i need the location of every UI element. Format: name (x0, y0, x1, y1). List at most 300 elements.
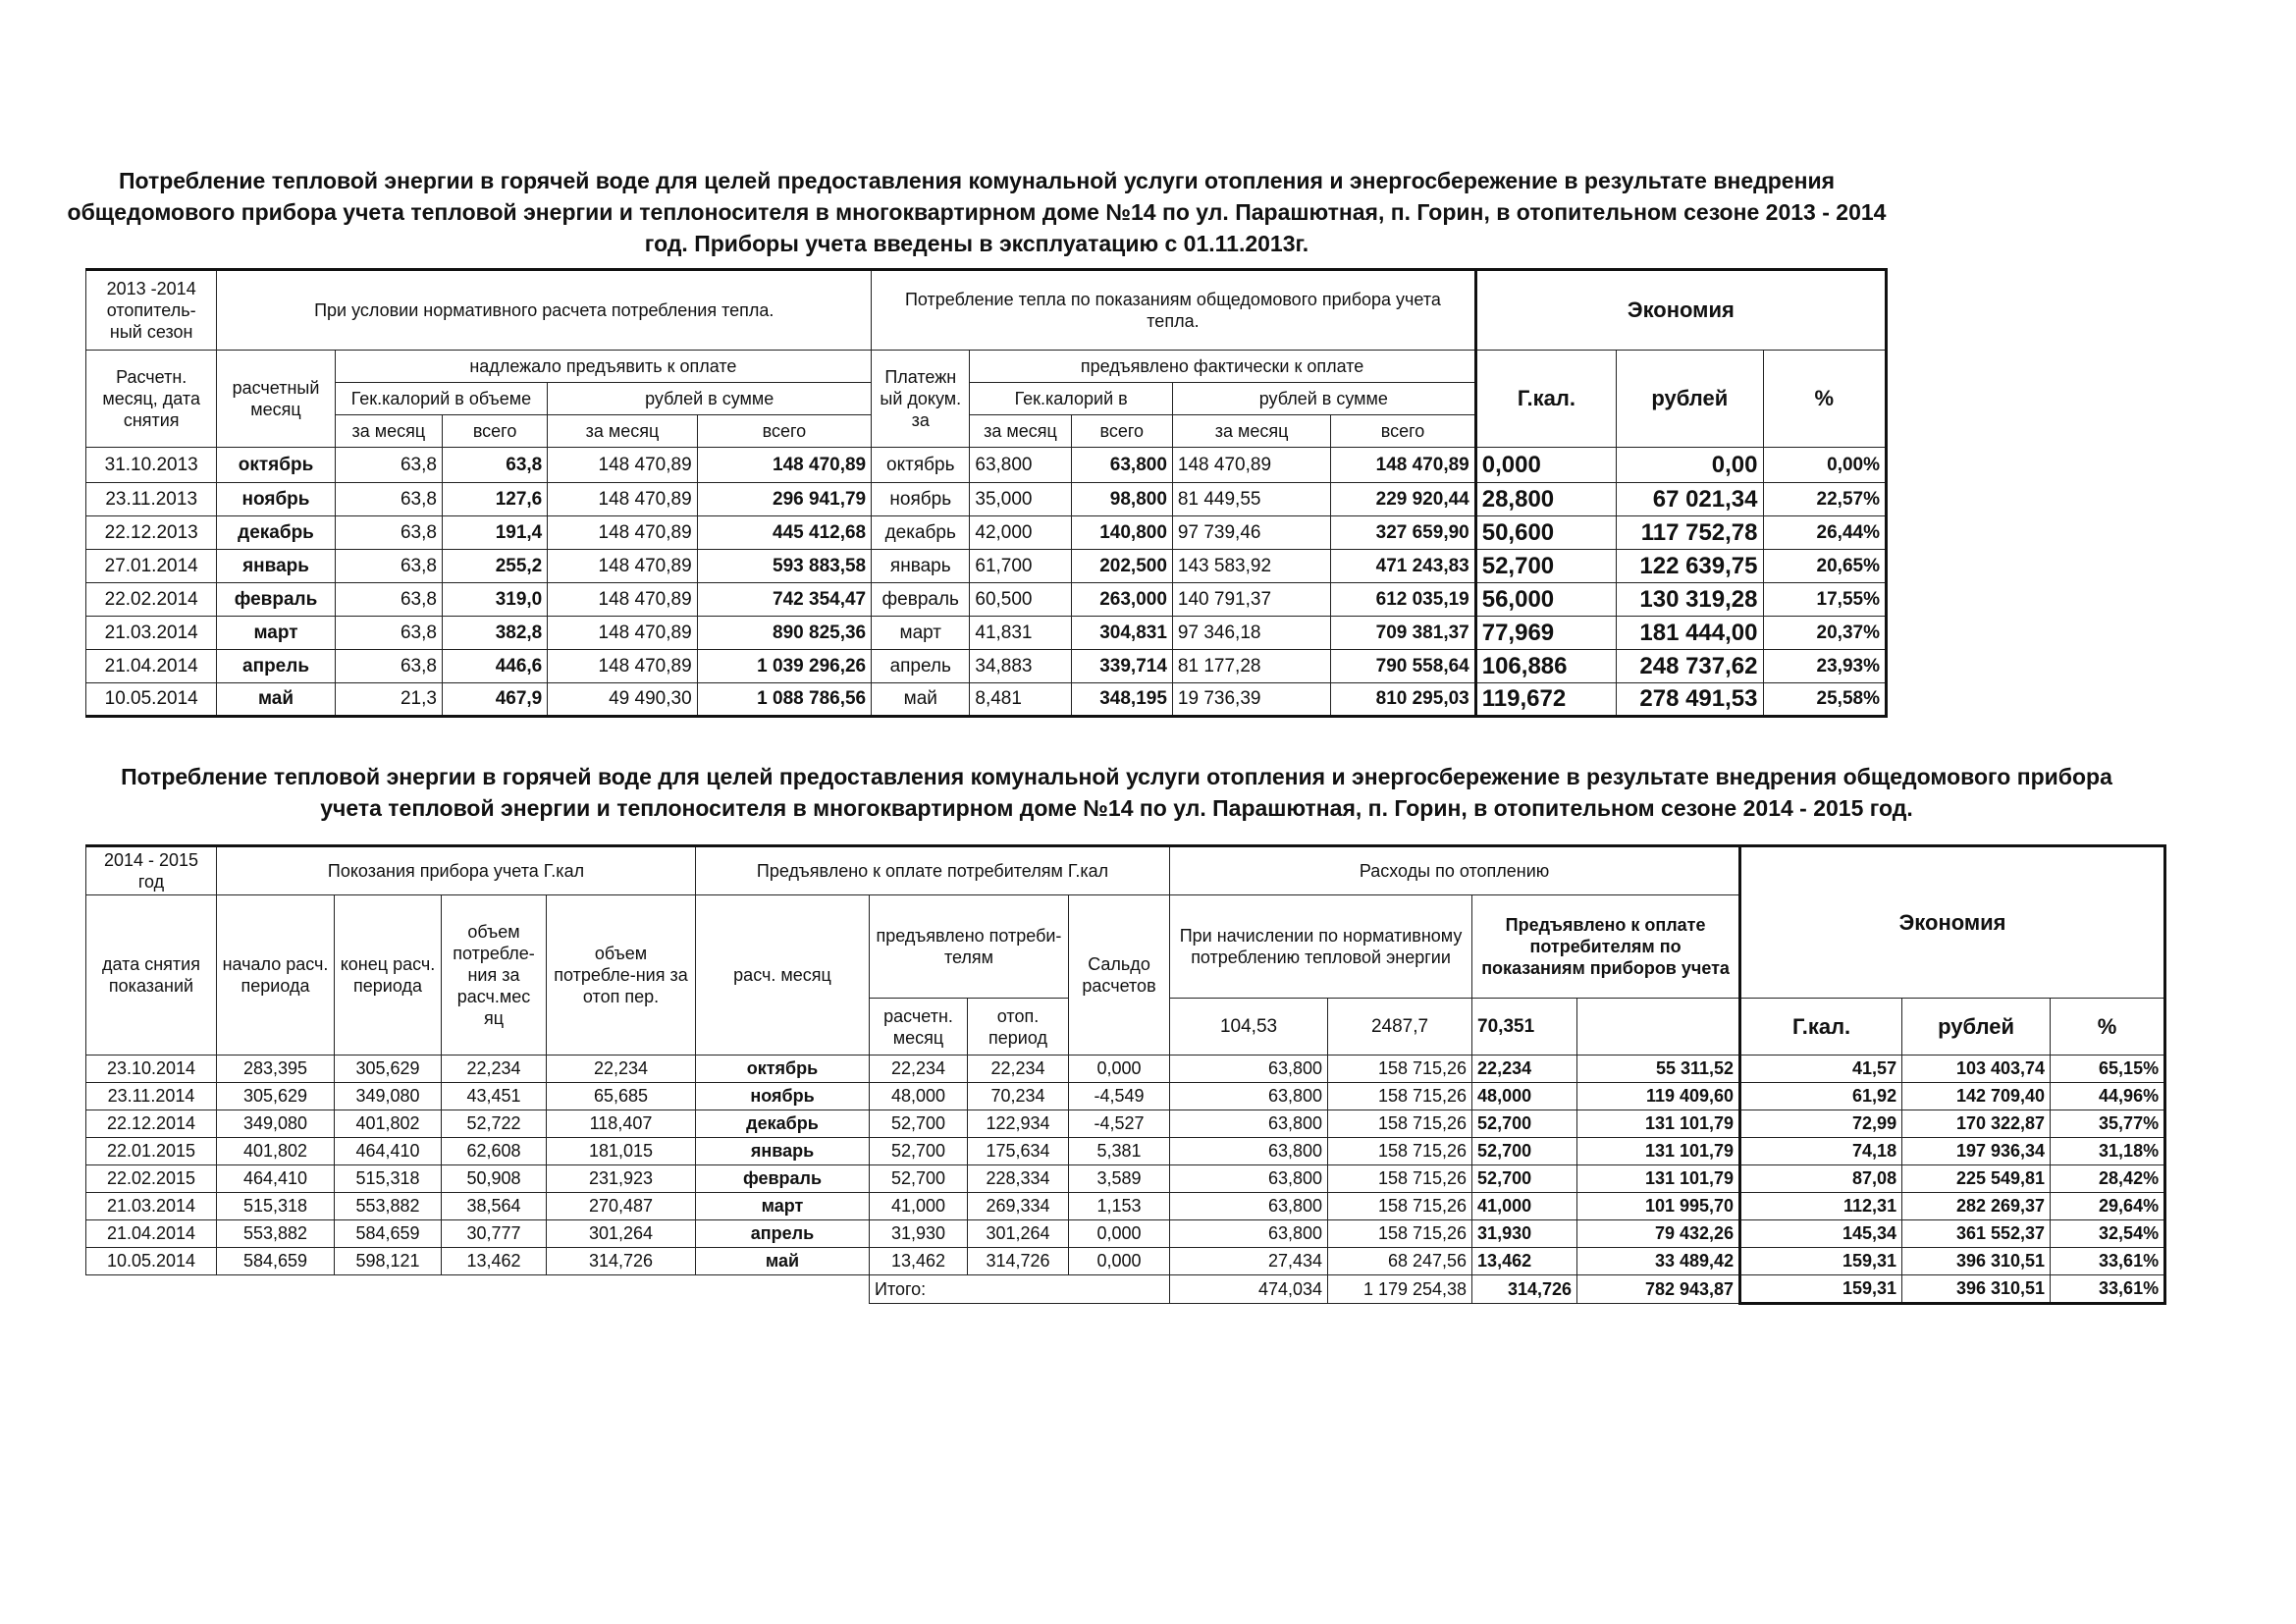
cell-e-gcal: 77,969 (1475, 617, 1616, 650)
cell-n-gcal-m: 21,3 (335, 683, 442, 717)
cell-bm: 22,234 (870, 1056, 968, 1083)
cell-n-gcal-m: 63,8 (335, 583, 442, 617)
cell-date: 21.03.2014 (86, 617, 217, 650)
cell-n-rub-t: 593 883,58 (697, 550, 871, 583)
cell-date: 31.10.2013 (86, 448, 217, 483)
cell-end: 515,318 (335, 1165, 442, 1193)
cell-n-rub-m: 148 470,89 (548, 550, 697, 583)
cell-nr: 158 715,26 (1328, 1110, 1472, 1138)
cell-bm: 52,700 (870, 1110, 968, 1138)
header-balance: Сальдо расчетов (1069, 895, 1170, 1056)
cell-n-gcal-m: 63,8 (335, 650, 442, 683)
cell-end: 553,882 (335, 1193, 442, 1220)
cell-n-gcal-t: 467,9 (442, 683, 547, 717)
cell-start: 515,318 (217, 1193, 335, 1220)
cell-month: февраль (217, 583, 335, 617)
cell-end: 584,659 (335, 1220, 442, 1248)
cell-bp: 228,334 (968, 1165, 1069, 1193)
cell-f-rub-t: 471 243,83 (1331, 550, 1475, 583)
cell-n-rub-m: 148 470,89 (548, 650, 697, 683)
cell-bp: 301,264 (968, 1220, 1069, 1248)
cell-f-rub-t: 229 920,44 (1331, 483, 1475, 516)
tariff-b: 2487,7 (1328, 999, 1472, 1056)
cell-f-rub-m: 140 791,37 (1172, 583, 1330, 617)
cell-bm: 31,930 (870, 1220, 968, 1248)
cell-f-gcal-t: 63,800 (1071, 448, 1172, 483)
header-per-month: за месяц (548, 415, 697, 448)
header-heating-costs: Расходы по отоплению (1170, 846, 1740, 895)
cell-n-rub-m: 49 490,30 (548, 683, 697, 717)
cell-e-pct: 22,57% (1763, 483, 1887, 516)
cell-n-gcal-t: 127,6 (442, 483, 547, 516)
header-billed-consumers: Предъявлено к оплате потребителям Г.кал (696, 846, 1170, 895)
cell-e-rub: 122 639,75 (1617, 550, 1763, 583)
table-row (86, 516, 1887, 550)
cell-vm: 30,777 (442, 1220, 547, 1248)
cell-e-gcal: 50,600 (1475, 516, 1616, 550)
season-2013-2014-table (85, 268, 1888, 718)
cell-bal: 0,000 (1069, 1220, 1170, 1248)
cell-e-gcal: 52,700 (1475, 550, 1616, 583)
cell-vm: 62,608 (442, 1138, 547, 1165)
cell-doc: апрель (872, 650, 970, 683)
cell-er: 142 709,40 (1902, 1083, 2051, 1110)
cell-ng: 63,800 (1170, 1110, 1328, 1138)
cell-e-gcal: 0,000 (1475, 448, 1616, 483)
cell-bal: 0,000 (1069, 1248, 1170, 1275)
header-normative: При условии нормативного расчета потребления тепла. (217, 270, 872, 351)
header-should-bill: надлежало предъявить к оплате (335, 351, 871, 383)
header-eco-pct: % (1763, 351, 1887, 448)
cell-f-rub-m: 97 346,18 (1172, 617, 1330, 650)
cell-vs: 301,264 (547, 1220, 696, 1248)
cell-ng: 63,800 (1170, 1220, 1328, 1248)
cell-nr: 158 715,26 (1328, 1220, 1472, 1248)
cell-e-gcal: 106,886 (1475, 650, 1616, 683)
cell-doc: ноябрь (872, 483, 970, 516)
cell-date: 23.10.2014 (86, 1056, 217, 1083)
cell-n-gcal-m: 63,8 (335, 617, 442, 650)
cell-date: 21.04.2014 (86, 650, 217, 683)
cell-n-rub-t: 890 825,36 (697, 617, 871, 650)
header-normative-2: При начислении по нормативному потреблению тепловой энергии (1170, 895, 1472, 999)
cell-er: 170 322,87 (1902, 1110, 2051, 1138)
total-ep: 33,61% (2051, 1275, 2165, 1304)
cell-ep: 31,18% (2051, 1138, 2165, 1165)
cell-mg: 22,234 (1472, 1056, 1577, 1083)
table-row (86, 550, 1887, 583)
cell-ng: 63,800 (1170, 1138, 1328, 1165)
cell-end: 305,629 (335, 1056, 442, 1083)
cell-mg: 13,462 (1472, 1248, 1577, 1275)
cell-f-gcal-t: 202,500 (1071, 550, 1172, 583)
header-economy-2: Экономия (1740, 846, 2165, 999)
cell-n-gcal-t: 446,6 (442, 650, 547, 683)
header-vol-season: объем потребле-ния за отоп пер. (547, 895, 696, 1056)
cell-f-gcal-m: 41,831 (970, 617, 1071, 650)
cell-month: январь (696, 1138, 870, 1165)
cell-start: 401,802 (217, 1138, 335, 1165)
cell-nr: 68 247,56 (1328, 1248, 1472, 1275)
cell-bal: -4,527 (1069, 1110, 1170, 1138)
cell-month: октябрь (217, 448, 335, 483)
cell-date: 23.11.2013 (86, 483, 217, 516)
cell-er: 282 269,37 (1902, 1193, 2051, 1220)
total-er: 396 310,51 (1902, 1275, 2051, 1304)
cell-e-rub: 0,00 (1617, 448, 1763, 483)
header-meter-readings: Покозания прибора учета Г.кал (217, 846, 696, 895)
cell-n-rub-m: 148 470,89 (548, 483, 697, 516)
cell-e-gcal: 119,672 (1475, 683, 1616, 717)
cell-month: декабрь (217, 516, 335, 550)
cell-eg: 87,08 (1740, 1165, 1902, 1193)
cell-f-rub-t: 327 659,90 (1331, 516, 1475, 550)
cell-vm: 50,908 (442, 1165, 547, 1193)
cell-n-gcal-t: 63,8 (442, 448, 547, 483)
cell-mr: 119 409,60 (1577, 1083, 1740, 1110)
cell-f-rub-m: 19 736,39 (1172, 683, 1330, 717)
cell-doc: март (872, 617, 970, 650)
blank-area (86, 1275, 870, 1304)
cell-bp: 175,634 (968, 1138, 1069, 1165)
cell-bm: 52,700 (870, 1165, 968, 1193)
cell-end: 401,802 (335, 1110, 442, 1138)
cell-bal: 1,153 (1069, 1193, 1170, 1220)
cell-e-pct: 20,37% (1763, 617, 1887, 650)
total-label: Итого: (870, 1275, 1170, 1304)
cell-n-rub-t: 742 354,47 (697, 583, 871, 617)
cell-date: 22.12.2013 (86, 516, 217, 550)
cell-e-pct: 26,44% (1763, 516, 1887, 550)
header-payment-doc: Платежн ый докум. за (872, 351, 970, 448)
cell-f-rub-m: 81 449,55 (1172, 483, 1330, 516)
cell-n-rub-t: 445 412,68 (697, 516, 871, 550)
empty-cell (1577, 999, 1740, 1056)
cell-doc: декабрь (872, 516, 970, 550)
cell-doc: май (872, 683, 970, 717)
cell-month: декабрь (696, 1110, 870, 1138)
cell-ng: 63,800 (1170, 1083, 1328, 1110)
cell-f-gcal-t: 98,800 (1071, 483, 1172, 516)
cell-vs: 22,234 (547, 1056, 696, 1083)
cell-e-rub: 130 319,28 (1617, 583, 1763, 617)
cell-ng: 63,800 (1170, 1056, 1328, 1083)
table-row (86, 1193, 2165, 1220)
table1-title: Потребление тепловой энергии в горячей воде для целей предоставления комунальной услуги отопления и энергосбережение в результате внедрения общедомового прибора учета тепловой энергии и теплоносителя в многоквартирном доме №14 по ул. Парашютная, п. Горин, в отопительном сезоне 2013 - 2014 год. Приборы учета введены в эксплуатацию с 01.11.2013г. (67, 168, 1887, 256)
table-row (86, 448, 1887, 483)
cell-month: февраль (696, 1165, 870, 1193)
cell-n-rub-t: 1 039 296,26 (697, 650, 871, 683)
cell-n-rub-m: 148 470,89 (548, 516, 697, 550)
tariff-c: 70,351 (1472, 999, 1577, 1056)
cell-vm: 38,564 (442, 1193, 547, 1220)
cell-vm: 22,234 (442, 1056, 547, 1083)
header-billed-actual: предъявлено фактически к оплате (970, 351, 1475, 383)
cell-eg: 61,92 (1740, 1083, 1902, 1110)
cell-bm: 41,000 (870, 1193, 968, 1220)
total-eg: 159,31 (1740, 1275, 1902, 1304)
cell-n-gcal-m: 63,8 (335, 448, 442, 483)
cell-bm: 52,700 (870, 1138, 968, 1165)
cell-eg: 74,18 (1740, 1138, 1902, 1165)
table-row (86, 1248, 2165, 1275)
cell-bal: -4,549 (1069, 1083, 1170, 1110)
cell-n-gcal-m: 63,8 (335, 550, 442, 583)
cell-e-rub: 278 491,53 (1617, 683, 1763, 717)
cell-e-gcal: 56,000 (1475, 583, 1616, 617)
cell-vm: 52,722 (442, 1110, 547, 1138)
header-billed-to: предъявлено потреби-телям (870, 895, 1069, 999)
cell-start: 464,410 (217, 1165, 335, 1193)
cell-month: май (217, 683, 335, 717)
cell-n-gcal-m: 63,8 (335, 516, 442, 550)
cell-vs: 118,407 (547, 1110, 696, 1138)
cell-f-rub-t: 709 381,37 (1331, 617, 1475, 650)
cell-nr: 158 715,26 (1328, 1193, 1472, 1220)
header-season: 2013 -2014 отопитель-ный сезон (86, 270, 217, 351)
cell-bp: 269,334 (968, 1193, 1069, 1220)
header-year: 2014 - 2015 год (86, 846, 217, 895)
table-row (86, 583, 1887, 617)
cell-f-gcal-t: 263,000 (1071, 583, 1172, 617)
header-by-meter: Предъявлено к оплате потребителям по показаниям приборов учета (1472, 895, 1740, 999)
cell-doc: январь (872, 550, 970, 583)
cell-vs: 270,487 (547, 1193, 696, 1220)
cell-f-gcal-m: 42,000 (970, 516, 1071, 550)
cell-f-rub-t: 148 470,89 (1331, 448, 1475, 483)
cell-doc: октябрь (872, 448, 970, 483)
cell-ep: 44,96% (2051, 1083, 2165, 1110)
total-mg: 314,726 (1472, 1275, 1577, 1304)
total-mr: 782 943,87 (1577, 1275, 1740, 1304)
total-row (86, 1275, 2165, 1304)
table-row (86, 650, 1887, 683)
cell-date: 22.02.2014 (86, 583, 217, 617)
cell-er: 225 549,81 (1902, 1165, 2051, 1193)
cell-e-gcal: 28,800 (1475, 483, 1616, 516)
cell-month: апрель (217, 650, 335, 683)
header-per-month: за месяц (335, 415, 442, 448)
cell-start: 305,629 (217, 1083, 335, 1110)
cell-eg: 159,31 (1740, 1248, 1902, 1275)
cell-month: октябрь (696, 1056, 870, 1083)
cell-month: май (696, 1248, 870, 1275)
header-meter: Потребление тепла по показаниям общедомового прибора учета тепла. (872, 270, 1476, 351)
cell-n-gcal-t: 255,2 (442, 550, 547, 583)
cell-f-rub-m: 143 583,92 (1172, 550, 1330, 583)
cell-date: 10.05.2014 (86, 1248, 217, 1275)
cell-n-gcal-t: 382,8 (442, 617, 547, 650)
cell-vs: 65,685 (547, 1083, 696, 1110)
table-row (86, 617, 1887, 650)
table-row (86, 1220, 2165, 1248)
header-calc-month: расчетный месяц (217, 351, 335, 448)
cell-start: 584,659 (217, 1248, 335, 1275)
header-heat-period: отоп. период (968, 999, 1069, 1056)
table-row (86, 1138, 2165, 1165)
cell-f-gcal-t: 348,195 (1071, 683, 1172, 717)
cell-e-rub: 248 737,62 (1617, 650, 1763, 683)
cell-bal: 0,000 (1069, 1056, 1170, 1083)
cell-bal: 3,589 (1069, 1165, 1170, 1193)
table-row (86, 683, 1887, 717)
cell-month: январь (217, 550, 335, 583)
header-eco-pct-2: % (2051, 999, 2165, 1056)
cell-bp: 22,234 (968, 1056, 1069, 1083)
header-total: всего (697, 415, 871, 448)
cell-nr: 158 715,26 (1328, 1138, 1472, 1165)
cell-date: 22.02.2015 (86, 1165, 217, 1193)
cell-start: 283,395 (217, 1056, 335, 1083)
cell-mg: 52,700 (1472, 1110, 1577, 1138)
cell-month: март (696, 1193, 870, 1220)
cell-e-pct: 0,00% (1763, 448, 1887, 483)
cell-end: 464,410 (335, 1138, 442, 1165)
cell-e-pct: 25,58% (1763, 683, 1887, 717)
cell-n-rub-m: 148 470,89 (548, 583, 697, 617)
header-calc-month-2: расч. месяц (696, 895, 870, 1056)
cell-doc: февраль (872, 583, 970, 617)
cell-f-gcal-t: 140,800 (1071, 516, 1172, 550)
cell-e-rub: 67 021,34 (1617, 483, 1763, 516)
season-2014-2015-table (85, 844, 2166, 1305)
cell-bm: 48,000 (870, 1083, 968, 1110)
cell-eg: 72,99 (1740, 1110, 1902, 1138)
cell-e-pct: 20,65% (1763, 550, 1887, 583)
cell-f-gcal-m: 8,481 (970, 683, 1071, 717)
cell-er: 361 552,37 (1902, 1220, 2051, 1248)
cell-bp: 314,726 (968, 1248, 1069, 1275)
header-per-month: за месяц (970, 415, 1071, 448)
header-eco-gcal: Г.кал. (1475, 351, 1616, 448)
table-row (86, 1165, 2165, 1193)
cell-f-gcal-t: 339,714 (1071, 650, 1172, 683)
cell-f-gcal-m: 63,800 (970, 448, 1071, 483)
cell-n-gcal-m: 63,8 (335, 483, 442, 516)
cell-mr: 55 311,52 (1577, 1056, 1740, 1083)
cell-ep: 65,15% (2051, 1056, 2165, 1083)
header-start: начало расч. периода (217, 895, 335, 1056)
header-eco-gcal-2: Г.кал. (1740, 999, 1902, 1056)
cell-eg: 41,57 (1740, 1056, 1902, 1083)
header-per-month: за месяц (1172, 415, 1330, 448)
cell-ep: 28,42% (2051, 1165, 2165, 1193)
header-date: дата снятия показаний (86, 895, 217, 1056)
header-total: всего (442, 415, 547, 448)
cell-f-gcal-m: 60,500 (970, 583, 1071, 617)
cell-mr: 101 995,70 (1577, 1193, 1740, 1220)
cell-n-rub-t: 148 470,89 (697, 448, 871, 483)
header-rub-sum-2: рублей в сумме (1172, 383, 1475, 415)
cell-f-rub-t: 810 295,03 (1331, 683, 1475, 717)
cell-bm: 13,462 (870, 1248, 968, 1275)
header-gcal-in: Гек.калорий в (970, 383, 1173, 415)
cell-start: 349,080 (217, 1110, 335, 1138)
table-row (86, 1110, 2165, 1138)
cell-f-gcal-m: 61,700 (970, 550, 1071, 583)
cell-bp: 70,234 (968, 1083, 1069, 1110)
cell-f-rub-t: 790 558,64 (1331, 650, 1475, 683)
cell-mg: 48,000 (1472, 1083, 1577, 1110)
cell-month: ноябрь (696, 1083, 870, 1110)
cell-n-rub-m: 148 470,89 (548, 617, 697, 650)
cell-date: 23.11.2014 (86, 1083, 217, 1110)
cell-month: ноябрь (217, 483, 335, 516)
total-nr: 1 179 254,38 (1328, 1275, 1472, 1304)
cell-mr: 33 489,42 (1577, 1248, 1740, 1275)
cell-f-rub-m: 97 739,46 (1172, 516, 1330, 550)
header-calc-m: расчетн. месяц (870, 999, 968, 1056)
table2-title: Потребление тепловой энергии в горячей воде для целей предоставления комунальной услуги отопления и энергосбережение в результате внедрения общедомового прибора учета тепловой энергии и теплоносителя в многоквартирном доме №14 по ул. Парашютная, п. Горин, в отопительном сезоне 2014 - 2015 год. (121, 764, 2112, 821)
cell-nr: 158 715,26 (1328, 1165, 1472, 1193)
cell-f-gcal-m: 34,883 (970, 650, 1071, 683)
total-ng: 474,034 (1170, 1275, 1328, 1304)
cell-er: 197 936,34 (1902, 1138, 2051, 1165)
header-rub-sum: рублей в сумме (548, 383, 872, 415)
cell-start: 553,882 (217, 1220, 335, 1248)
cell-n-rub-m: 148 470,89 (548, 448, 697, 483)
cell-mr: 79 432,26 (1577, 1220, 1740, 1248)
cell-n-gcal-t: 191,4 (442, 516, 547, 550)
cell-vs: 314,726 (547, 1248, 696, 1275)
cell-er: 103 403,74 (1902, 1056, 2051, 1083)
tariff-a: 104,53 (1170, 999, 1328, 1056)
cell-mg: 52,700 (1472, 1165, 1577, 1193)
cell-bal: 5,381 (1069, 1138, 1170, 1165)
cell-ep: 32,54% (2051, 1220, 2165, 1248)
cell-date: 21.04.2014 (86, 1220, 217, 1248)
cell-date: 27.01.2014 (86, 550, 217, 583)
header-calc-date: Расчетн. месяц, дата снятия (86, 351, 217, 448)
cell-vs: 181,015 (547, 1138, 696, 1165)
header-economy: Экономия (1475, 270, 1886, 351)
cell-er: 396 310,51 (1902, 1248, 2051, 1275)
table-row (86, 1056, 2165, 1083)
table-row (86, 483, 1887, 516)
cell-n-rub-t: 296 941,79 (697, 483, 871, 516)
cell-ng: 63,800 (1170, 1193, 1328, 1220)
cell-bp: 122,934 (968, 1110, 1069, 1138)
cell-e-rub: 181 444,00 (1617, 617, 1763, 650)
cell-f-rub-m: 81 177,28 (1172, 650, 1330, 683)
cell-e-pct: 23,93% (1763, 650, 1887, 683)
cell-n-gcal-t: 319,0 (442, 583, 547, 617)
cell-date: 21.03.2014 (86, 1193, 217, 1220)
cell-eg: 112,31 (1740, 1193, 1902, 1220)
cell-f-gcal-t: 304,831 (1071, 617, 1172, 650)
cell-eg: 145,34 (1740, 1220, 1902, 1248)
cell-e-pct: 17,55% (1763, 583, 1887, 617)
cell-mr: 131 101,79 (1577, 1110, 1740, 1138)
cell-n-rub-t: 1 088 786,56 (697, 683, 871, 717)
cell-ng: 63,800 (1170, 1165, 1328, 1193)
cell-f-gcal-m: 35,000 (970, 483, 1071, 516)
cell-vm: 43,451 (442, 1083, 547, 1110)
cell-ep: 29,64% (2051, 1193, 2165, 1220)
cell-f-rub-t: 612 035,19 (1331, 583, 1475, 617)
header-total: всего (1331, 415, 1475, 448)
cell-vs: 231,923 (547, 1165, 696, 1193)
cell-ng: 27,434 (1170, 1248, 1328, 1275)
header-gcal-volume: Гек.калорий в объеме (335, 383, 548, 415)
cell-end: 598,121 (335, 1248, 442, 1275)
header-vol-month: объем потребле-ния за расч.мес яц (442, 895, 547, 1056)
header-eco-rub: рублей (1617, 351, 1763, 448)
cell-ep: 35,77% (2051, 1110, 2165, 1138)
cell-f-rub-m: 148 470,89 (1172, 448, 1330, 483)
cell-date: 22.12.2014 (86, 1110, 217, 1138)
header-total: всего (1071, 415, 1172, 448)
